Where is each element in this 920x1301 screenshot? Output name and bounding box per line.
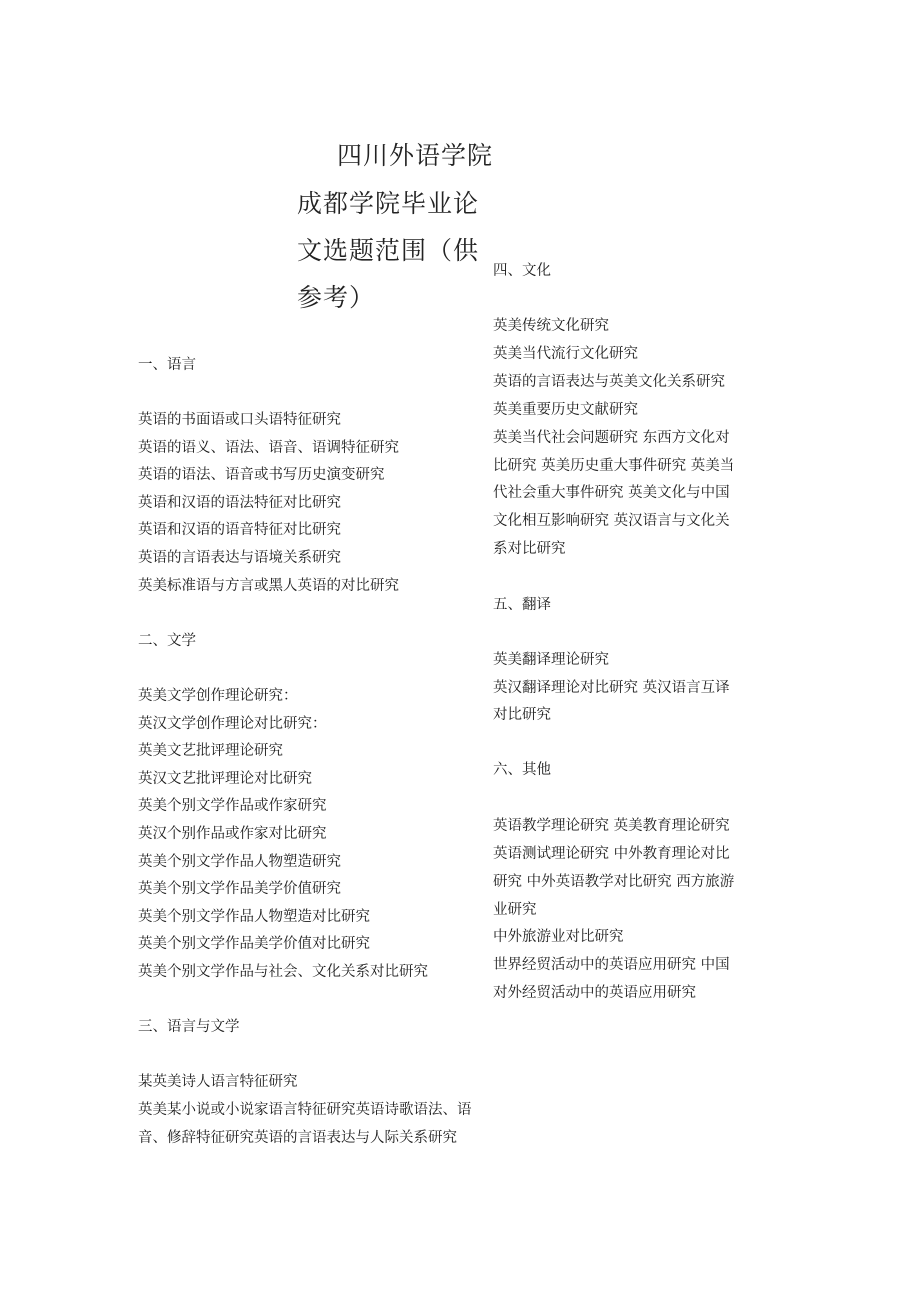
list-item: 英美个别文学作品人物塑造研究 <box>138 854 341 870</box>
list-item: 英美个别文学作品人物塑造对比研究 <box>138 909 370 925</box>
list-item: 英语的语法、语音或书写历史演变研究 <box>138 467 385 483</box>
list-item: 系对比研究 <box>493 541 566 557</box>
list-item: 英语的语义、语法、语音、语调特征研究 <box>138 440 399 456</box>
section-heading-language: 一、语言 <box>138 357 196 373</box>
list-item: 英语测试理论研究 中外教育理论对比 <box>493 846 730 862</box>
list-item: 英汉个别作品或作家对比研究 <box>138 826 327 842</box>
list-item: 比研究 英美历史重大事件研究 英美当 <box>493 458 735 474</box>
list-item: 英美重要历史文献研究 <box>493 402 638 418</box>
section-heading-literature: 二、文学 <box>138 633 196 649</box>
list-item: 英汉翻译理论对比研究 英汉语言互译 <box>493 680 730 696</box>
list-item: 音、修辞特征研究英语的言语表达与人际关系研究 <box>138 1130 457 1146</box>
list-item: 英美个别文学作品或作家研究 <box>138 798 327 814</box>
list-item: 文化相互影响研究 英汉语言与文化关 <box>493 513 730 529</box>
list-item: 英语的言语表达与英美文化关系研究 <box>493 374 725 390</box>
list-item: 英汉文艺批评理论对比研究 <box>138 771 312 787</box>
document-title-line-1: 四川外语学院 <box>337 141 494 170</box>
list-item: 代社会重大事件研究 英美文化与中国 <box>493 485 730 501</box>
list-item: 英美翻译理论研究 <box>493 652 609 668</box>
list-item: 英语的言语表达与语境关系研究 <box>138 550 341 566</box>
list-item: 对比研究 <box>493 707 551 723</box>
list-item: 英美个别文学作品美学价值研究 <box>138 881 341 897</box>
list-item: 英美某小说或小说家语言特征研究英语诗歌语法、语 <box>138 1102 472 1118</box>
list-item: 英美文学创作理论研究： <box>138 688 298 704</box>
document-title-line-4: 参考） <box>297 283 376 312</box>
list-item: 中外旅游业对比研究 <box>493 929 624 945</box>
section-heading-culture: 四、文化 <box>493 263 551 279</box>
list-item: 英语和汉语的语法特征对比研究 <box>138 495 341 511</box>
list-item: 英美当代社会问题研究 东西方文化对 <box>493 430 730 446</box>
list-item: 某英美诗人语言特征研究 <box>138 1074 298 1090</box>
section-heading-others: 六、其他 <box>493 762 551 778</box>
list-item: 研究 中外英语教学对比研究 西方旅游 <box>493 874 735 890</box>
section-heading-translation: 五、翻译 <box>493 597 551 613</box>
list-item: 对外经贸活动中的英语应用研究 <box>493 985 696 1001</box>
list-item: 英美标准语与方言或黑人英语的对比研究 <box>138 578 399 594</box>
list-item: 业研究 <box>493 902 537 918</box>
document-title-line-3: 文选题范围（供 <box>297 236 480 265</box>
list-item: 英美文艺批评理论研究 <box>138 743 283 759</box>
document-title-line-2: 成都学院毕业论 <box>297 189 480 218</box>
list-item: 英语的书面语或口头语特征研究 <box>138 412 341 428</box>
list-item: 英美个别文学作品美学价值对比研究 <box>138 936 370 952</box>
list-item: 英语教学理论研究 英美教育理论研究 <box>493 818 730 834</box>
list-item: 世界经贸活动中的英语应用研究 中国 <box>493 957 730 973</box>
list-item: 英语和汉语的语音特征对比研究 <box>138 522 341 538</box>
list-item: 英美当代流行文化研究 <box>493 346 638 362</box>
list-item: 英美个别文学作品与社会、文化关系对比研究 <box>138 964 428 980</box>
section-heading-language-literature: 三、语言与文学 <box>138 1019 240 1035</box>
list-item: 英美传统文化研究 <box>493 318 609 334</box>
list-item: 英汉文学创作理论对比研究： <box>138 716 327 732</box>
